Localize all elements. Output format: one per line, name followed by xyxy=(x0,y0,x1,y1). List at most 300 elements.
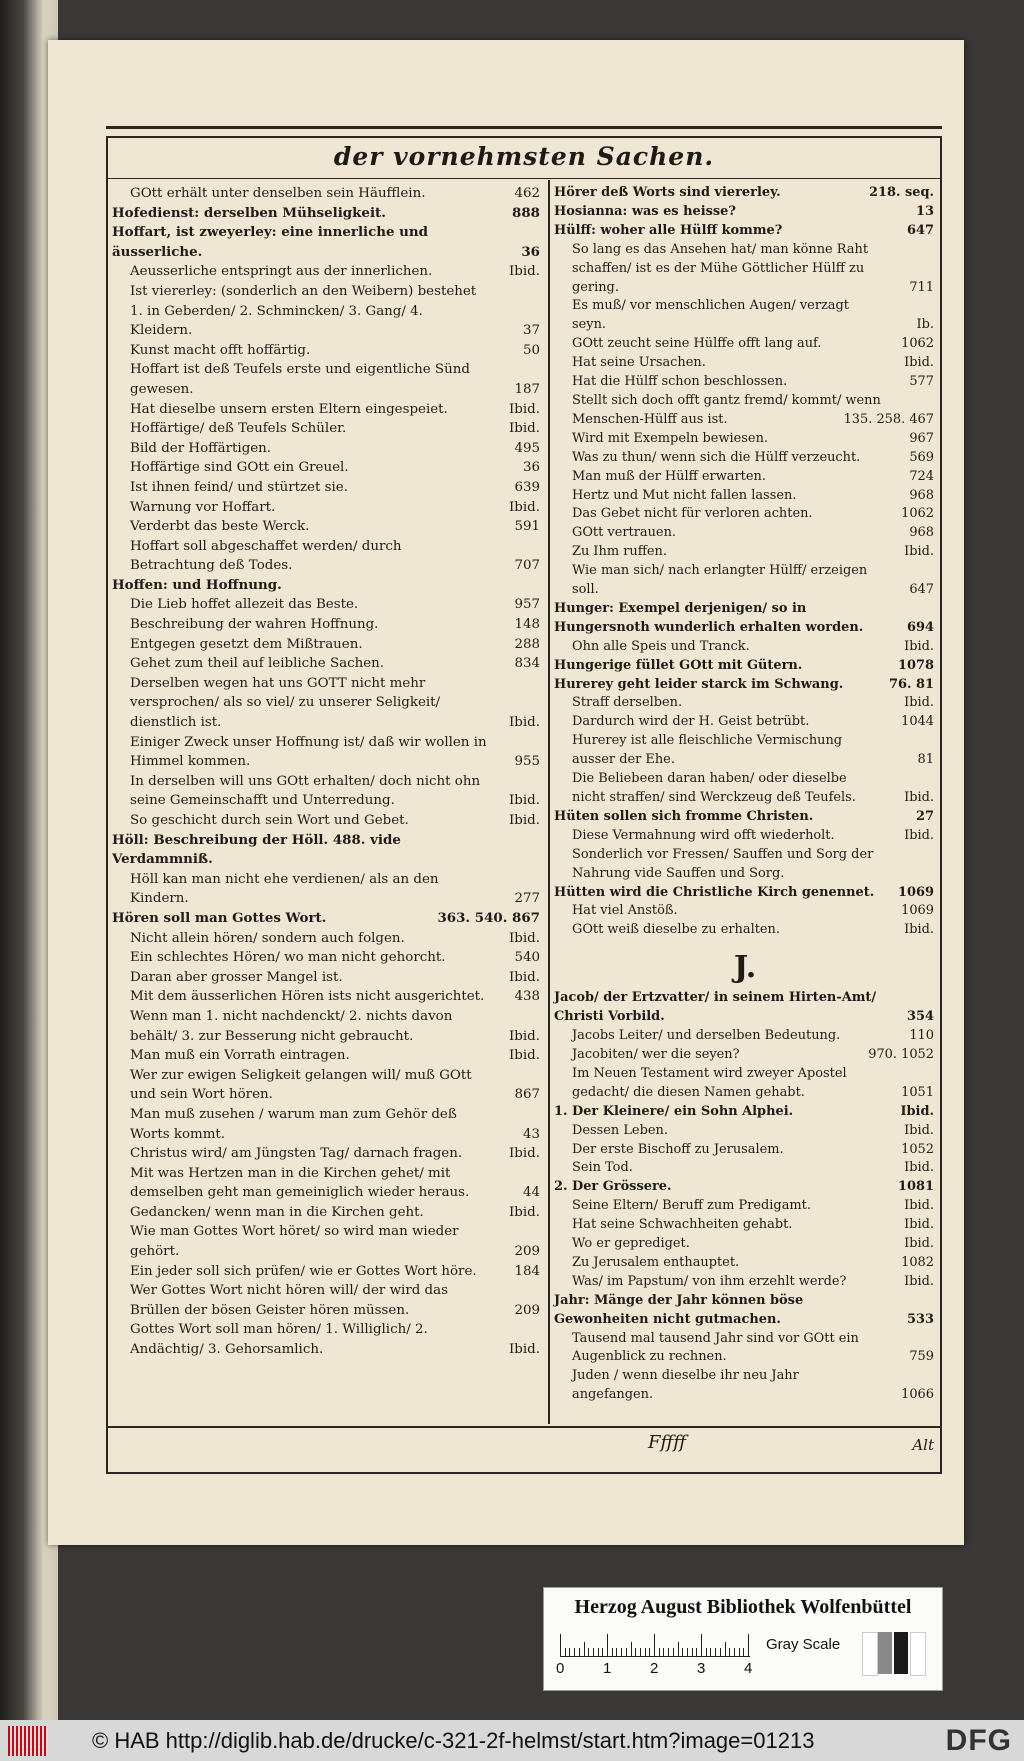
entry-page: 647 xyxy=(909,582,934,598)
entry-text: Bild der Hoffärtigen. xyxy=(130,440,272,456)
entry-page: 81 xyxy=(917,752,934,768)
index-entry xyxy=(112,929,542,949)
index-entry xyxy=(554,562,936,600)
index-entry xyxy=(112,478,542,498)
index-entry xyxy=(554,1103,936,1122)
entry-text: 2. Der Grössere. xyxy=(554,1179,672,1195)
entry-page: Ibid. xyxy=(904,544,934,560)
entry-page: 955 xyxy=(514,754,540,770)
index-entry xyxy=(554,846,936,884)
index-entry xyxy=(554,1273,936,1292)
index-entry xyxy=(554,1141,936,1160)
index-entry xyxy=(554,1367,936,1405)
entry-page: 209 xyxy=(514,1302,540,1318)
index-entry xyxy=(112,223,542,262)
entry-page: Ibid. xyxy=(904,695,934,711)
index-entry xyxy=(112,987,542,1007)
entry-page: Ibid. xyxy=(509,499,540,515)
text-frame xyxy=(106,136,942,1474)
index-entry xyxy=(554,989,936,1027)
entry-text: Das Gebet nicht für verloren achten. xyxy=(572,506,813,522)
index-entry xyxy=(112,1281,542,1320)
entry-text: Zu Ihm ruffen. xyxy=(572,544,667,560)
entry-text: 1. Der Kleinere/ ein Sohn Alphei. xyxy=(554,1103,794,1119)
entry-text: In derselben will uns GOtt erhalten/ doch nicht ohn seine Gemeinschafft und Unterredung. xyxy=(130,773,481,809)
entry-text: Mit was Hertzen man in die Kirchen gehet/ mit demselben geht man gemeiniglich wieder heraus. xyxy=(130,1165,470,1201)
entry-text: Stellt sich doch offt gantz fremd/ kommt/ wenn Menschen-Hülff aus ist. xyxy=(572,392,881,427)
entry-page: 1051 xyxy=(901,1084,934,1100)
section-letter: J. xyxy=(733,950,757,986)
index-entry xyxy=(112,909,542,929)
entry-text: GOtt weiß dieselbe zu erhalten. xyxy=(572,922,780,938)
entry-page: 277 xyxy=(514,891,540,907)
entry-text: Hofedienst: derselben Mühseligkeit. xyxy=(112,204,386,221)
entry-text: Jacob/ der Ertzvatter/ in seinem Hirten-Amt/ Christi Vorbild. xyxy=(554,990,877,1025)
entry-text: Wer Gottes Wort nicht hören will/ der wird das Brüllen der bösen Geister hören müssen. xyxy=(130,1283,448,1318)
scale-tick xyxy=(668,1648,669,1656)
right-column xyxy=(554,184,936,1405)
scale-tick xyxy=(720,1648,721,1656)
entry-text: Ohn alle Speis und Tranck. xyxy=(572,638,750,654)
entry-page: Ibid. xyxy=(904,638,934,654)
scale-tick xyxy=(654,1634,655,1656)
scale-tick xyxy=(574,1648,575,1656)
entry-text: Hörer deß Worts sind viererley. xyxy=(554,185,781,200)
entry-text: Man muß der Hülff erwarten. xyxy=(572,468,766,484)
gray-swatch xyxy=(894,1632,908,1674)
index-entry xyxy=(554,694,936,713)
entry-page: 1081 xyxy=(898,1179,934,1195)
scale-tick xyxy=(612,1648,613,1656)
entry-page: 694 xyxy=(907,619,934,635)
entry-page: 218. seq. xyxy=(868,185,934,200)
entry-page: 888 xyxy=(512,204,540,221)
entry-text: Hat seine Schwachheiten gehabt. xyxy=(572,1217,793,1233)
entry-text: Jacobiten/ wer die seyen? xyxy=(572,1046,740,1062)
entry-text: Verderbt das beste Werck. xyxy=(130,519,310,535)
entry-text: Es muß/ vor menschlichen Augen/ verzagt seyn. xyxy=(572,298,849,333)
scale-tick xyxy=(635,1648,636,1656)
index-entry xyxy=(554,1065,936,1103)
index-entry xyxy=(554,335,936,354)
entry-page: 707 xyxy=(514,558,540,574)
entry-page: 569 xyxy=(909,449,934,465)
scale-tick xyxy=(715,1648,716,1656)
index-entry xyxy=(554,505,936,524)
entry-page: 13 xyxy=(916,203,934,219)
entry-page: Ibid. xyxy=(509,1048,540,1064)
entry-text: Man muß zusehen / warum man zum Gehör deß Worts kommt. xyxy=(130,1106,457,1142)
index-entry xyxy=(554,354,936,373)
index-entry xyxy=(112,1203,542,1223)
entry-text: Hoffart ist deß Teufels erste und eigentliche Sünd gewesen. xyxy=(130,362,470,397)
index-entry xyxy=(112,458,542,478)
entry-text: Hat die Hülff schon beschlossen. xyxy=(572,374,788,390)
entry-page: 834 xyxy=(514,656,540,672)
scale-number: 4 xyxy=(744,1660,753,1677)
scale-tick xyxy=(734,1648,735,1656)
scale-tick xyxy=(673,1648,674,1656)
index-entry xyxy=(112,262,542,282)
index-entry xyxy=(554,203,936,222)
index-entry xyxy=(554,241,936,298)
measurement-scale xyxy=(560,1632,750,1657)
entry-page: 1069 xyxy=(898,884,934,900)
scale-tick xyxy=(729,1648,730,1656)
entry-page: Ibid. xyxy=(904,1236,934,1252)
index-entry xyxy=(554,884,936,903)
entry-text: Hat dieselbe unsern ersten Eltern eingespeiet. xyxy=(130,401,448,417)
entry-page: 1062 xyxy=(901,506,934,522)
index-entry xyxy=(112,1164,542,1203)
entry-text: Hoffart soll abgeschaffet werden/ durch Betrachtung deß Todes. xyxy=(130,538,402,574)
entry-page: 577 xyxy=(909,374,934,390)
index-entry xyxy=(554,430,936,449)
entry-text: Entgegen gesetzt dem Mißtrauen. xyxy=(130,636,363,652)
entry-text: Man muß ein Vorrath eintragen. xyxy=(130,1048,350,1064)
entry-text: Ein schlechtes Hören/ wo man nicht gehorcht. xyxy=(130,950,446,966)
entry-text: Wenn man 1. nicht nachdenckt/ 2. nichts davon behält/ 3. zur Besserung nicht gebraucht. xyxy=(130,1008,453,1044)
scale-tick xyxy=(649,1648,650,1656)
entry-page: 970. 1052 xyxy=(868,1046,934,1062)
entry-text: Gehet zum theil auf leibliche Sachen. xyxy=(130,656,385,672)
entry-text: Straff derselben. xyxy=(572,695,683,711)
entry-page: Ibid. xyxy=(904,1273,934,1289)
entry-text: GOtt zeucht seine Hülffe offt lang auf. xyxy=(572,336,822,352)
index-entry xyxy=(554,657,936,676)
index-entry xyxy=(112,1105,542,1144)
scale-number: 2 xyxy=(650,1660,659,1677)
entry-text: Daran aber grosser Mangel ist. xyxy=(130,969,343,985)
entry-text: GOtt erhält unter denselben sein Häufflein. xyxy=(130,186,426,201)
entry-page: Ibid. xyxy=(509,930,540,946)
scale-tick xyxy=(739,1648,740,1656)
index-entry xyxy=(112,733,542,772)
entry-text: Höll: Beschreibung der Höll. 488. vide Verdammniß. xyxy=(112,831,401,868)
entry-text: Ist viererley: (sonderlich an den Weibern) bestehet 1. in Geberden/ 2. Schmincken/ 3. Gang/ 4. Kleidern. xyxy=(130,283,477,339)
index-entry xyxy=(554,222,936,241)
entry-text: Dardurch wird der H. Geist betrübt. xyxy=(572,714,810,730)
scale-tick xyxy=(602,1648,603,1656)
index-entry xyxy=(554,1292,936,1330)
index-entry xyxy=(112,341,542,361)
index-entry xyxy=(112,635,542,655)
entry-text: Gedancken/ wenn man in die Kirchen geht. xyxy=(130,1204,424,1220)
index-entry xyxy=(554,297,936,335)
entry-page: 36 xyxy=(521,243,540,260)
scale-tick xyxy=(593,1648,594,1656)
entry-text: Wo er geprediget. xyxy=(572,1236,690,1252)
entry-text: Hoffärtige sind GOtt ein Greuel. xyxy=(130,460,349,476)
entry-page: Ibid. xyxy=(509,715,540,731)
entry-text: Hat seine Ursachen. xyxy=(572,355,706,371)
entry-page: 37 xyxy=(522,323,540,339)
entry-page: Ibid. xyxy=(904,1217,934,1233)
catchword: Alt xyxy=(912,1436,934,1454)
index-entry xyxy=(112,654,542,674)
library-name: Herzog August Bibliothek Wolfenbüttel xyxy=(574,1596,912,1618)
index-entry xyxy=(112,1007,542,1046)
entry-text: Was zu thun/ wenn sich die Hülff verzeucht. xyxy=(572,449,861,465)
entry-page: 135. 258. 467 xyxy=(843,411,934,427)
entry-text: So geschicht durch sein Wort und Gebet. xyxy=(130,813,409,828)
entry-page: Ibid. xyxy=(509,813,540,828)
index-entry xyxy=(554,487,936,506)
left-column xyxy=(112,184,542,1360)
entry-page: 462 xyxy=(514,186,540,201)
entry-page: Ibid. xyxy=(904,922,934,938)
index-entry xyxy=(112,811,542,831)
entry-page: Ibid. xyxy=(509,264,540,280)
entry-text: Hoffart, ist zweyerley: eine innerliche und äusserliche. xyxy=(112,224,429,260)
gray-scale-label: Gray Scale xyxy=(766,1636,841,1653)
entry-page: 209 xyxy=(514,1244,540,1260)
index-entry xyxy=(554,373,936,392)
entry-page: Ibid. xyxy=(904,1160,934,1176)
entry-text: Seine Eltern/ Beruff zum Predigamt. xyxy=(572,1198,811,1214)
entry-text: Hüten sollen sich fromme Christen. xyxy=(554,808,814,824)
index-entry xyxy=(554,1216,936,1235)
entry-page: 187 xyxy=(514,381,540,397)
entry-page: 711 xyxy=(909,279,934,295)
scale-tick xyxy=(565,1648,566,1656)
entry-text: Hören soll man Gottes Wort. xyxy=(112,909,327,926)
book-page xyxy=(48,40,964,1545)
entry-page: Ibid. xyxy=(904,1122,934,1138)
entry-page: 1066 xyxy=(901,1387,934,1403)
entry-text: Zu Jerusalem enthauptet. xyxy=(572,1254,740,1270)
entry-page: Ibid. xyxy=(904,790,934,805)
entry-text: Hunger: Exempel derjenigen/ so in Hungersnoth wunderlich erhalten worden. xyxy=(554,600,864,635)
entry-text: Diese Vermahnung wird offt wiederholt. xyxy=(572,827,835,843)
scale-tick xyxy=(626,1648,627,1656)
entry-page: 759 xyxy=(909,1349,934,1365)
entry-text: Gottes Wort soll man hören/ 1. Williglich/ 2. Andächtig/ 3. Gehorsamlich. xyxy=(130,1322,428,1358)
index-entry xyxy=(112,831,542,870)
index-entry xyxy=(554,921,936,940)
entry-page: 1082 xyxy=(901,1254,934,1270)
index-entry xyxy=(554,1178,936,1197)
index-entry xyxy=(554,1330,936,1368)
index-entry xyxy=(112,1320,542,1359)
dfg-logo: DFG xyxy=(945,1724,1012,1757)
entry-text: GOtt vertrauen. xyxy=(572,525,677,541)
index-entry xyxy=(554,713,936,732)
scale-tick xyxy=(710,1648,711,1656)
entry-text: Hurerey ist alle fleischliche Vermischung ausser der Ehe. xyxy=(572,733,843,768)
scale-tick xyxy=(631,1642,632,1656)
entry-text: Sein Tod. xyxy=(572,1160,633,1176)
scale-tick xyxy=(598,1648,599,1656)
scale-tick xyxy=(663,1648,664,1656)
entry-text: Die Beliebeen daran haben/ oder dieselbe nicht straffen/ sind Werckzeug deß Teufels. xyxy=(572,771,856,805)
index-entry xyxy=(112,1046,542,1066)
scale-number: 3 xyxy=(697,1660,706,1677)
scale-tick xyxy=(645,1648,646,1656)
scale-tick xyxy=(616,1648,617,1656)
running-header: der vornehmsten Sachen. xyxy=(333,142,715,171)
entry-page: Ibid. xyxy=(509,421,540,437)
index-entry xyxy=(112,204,542,224)
index-entry xyxy=(554,770,936,808)
index-entry xyxy=(554,1046,936,1065)
index-entry xyxy=(112,439,542,459)
index-entry xyxy=(554,902,936,921)
column-divider xyxy=(548,180,550,1424)
scale-tick xyxy=(701,1634,702,1656)
entry-text: Beschreibung der wahren Hoffnung. xyxy=(130,617,379,633)
entry-page: 540 xyxy=(514,950,540,966)
index-entry xyxy=(112,948,542,968)
entry-text: Ein jeder soll sich prüfen/ wie er Gottes Wort höre. xyxy=(130,1263,477,1279)
index-entry xyxy=(554,449,936,468)
entry-page: 288 xyxy=(514,636,540,652)
signature-mark: Fffff xyxy=(648,1432,686,1453)
scale-tick xyxy=(748,1634,749,1656)
entry-page: 148 xyxy=(514,617,540,633)
index-entry xyxy=(554,732,936,770)
entry-page: 50 xyxy=(522,342,540,358)
entry-page: 495 xyxy=(514,440,540,456)
entry-page: 76. 81 xyxy=(889,676,934,692)
scale-tick xyxy=(706,1648,707,1656)
index-entry xyxy=(554,808,936,827)
scale-tick xyxy=(678,1642,679,1656)
entry-text: Hülff: woher alle Hülff komme? xyxy=(554,222,783,238)
entry-page: 639 xyxy=(514,479,540,495)
entry-page: 1052 xyxy=(901,1141,934,1157)
entry-page: 438 xyxy=(514,989,540,1005)
entry-text: Christus wird/ am Jüngsten Tag/ darnach fragen. xyxy=(130,1146,463,1162)
entry-text: Hurerey geht leider starck im Schwang. xyxy=(554,676,844,692)
index-entry xyxy=(554,827,936,846)
entry-page: 533 xyxy=(907,1311,934,1327)
gray-swatch xyxy=(862,1632,878,1676)
index-entry xyxy=(112,400,542,420)
index-entry xyxy=(112,576,542,596)
entry-text: Wer zur ewigen Seligkeit gelangen will/ muß GOtt und sein Wort hören. xyxy=(130,1067,472,1103)
index-entry xyxy=(554,392,936,430)
index-entry xyxy=(554,1122,936,1141)
entry-text: Sonderlich vor Fressen/ Sauffen und Sorg der Nahrung vide Sauffen und Sorg. xyxy=(572,846,874,881)
entry-text: Hoffärtige/ deß Teufels Schüler. xyxy=(130,421,347,437)
entry-page: Ibid. xyxy=(904,827,934,843)
entry-text: Warnung vor Hoffart. xyxy=(130,499,276,515)
entry-text: Hertz und Mut nicht fallen lassen. xyxy=(572,487,797,503)
index-entry xyxy=(112,968,542,988)
entry-page: 1069 xyxy=(901,903,934,919)
scale-tick xyxy=(640,1648,641,1656)
index-entry xyxy=(112,517,542,537)
entry-page: 43 xyxy=(522,1126,540,1142)
entry-text: Wie man sich/ nach erlangter Hülff/ erzeigen soll. xyxy=(572,563,868,598)
entry-text: Was/ im Papstum/ von ihm erzehlt werde? xyxy=(572,1273,847,1289)
entry-page: 27 xyxy=(916,808,934,824)
entry-page: Ibid. xyxy=(509,1028,540,1044)
index-entry xyxy=(112,870,542,909)
entry-page: 1062 xyxy=(901,336,934,352)
entry-text: Hungerige füllet GOtt mit Gütern. xyxy=(554,657,803,673)
scale-tick xyxy=(584,1642,585,1656)
entry-page: 354 xyxy=(907,1009,934,1025)
gray-swatch xyxy=(878,1632,892,1674)
footer-rule xyxy=(108,1426,940,1428)
entry-text: Höll kan man nicht ehe verdienen/ als an den Kindern. xyxy=(130,871,439,907)
entry-text: Derselben wegen hat uns GOTT nicht mehr versprochen/ als so viel/ zu unserer Seligkeit/ dienstlich ist. xyxy=(130,675,441,731)
entry-text: Nicht allein hören/ sondern auch folgen. xyxy=(130,930,405,946)
entry-text: Tausend mal tausend Jahr sind vor GOtt ein Augenblick zu rechnen. xyxy=(572,1330,859,1365)
scale-tick xyxy=(588,1648,589,1656)
index-entry xyxy=(554,524,936,543)
index-entry xyxy=(112,419,542,439)
entry-text: Jahr: Mänge der Jahr können böse Gewonheiten nicht gutmachen. xyxy=(554,1292,804,1327)
entry-page: Ib. xyxy=(916,317,934,333)
scale-tick xyxy=(687,1648,688,1656)
index-entry xyxy=(112,1262,542,1282)
scale-number: 0 xyxy=(556,1660,565,1677)
scale-tick xyxy=(725,1642,726,1656)
index-entry xyxy=(112,498,542,518)
entry-text: Der erste Bischoff zu Jerusalem. xyxy=(572,1141,784,1157)
entry-page: Ibid. xyxy=(904,1198,934,1214)
scale-tick xyxy=(621,1648,622,1656)
entry-text: Wird mit Exempeln bewiesen. xyxy=(572,430,768,446)
entry-text: Juden / wenn dieselbe ihr neu Jahr angefangen. xyxy=(572,1368,799,1403)
hab-logo-icon xyxy=(8,1726,48,1756)
entry-page: Ibid. xyxy=(509,1146,540,1162)
entry-text: Hütten wird die Christliche Kirch genennet. xyxy=(554,884,875,900)
index-entry xyxy=(554,1159,936,1178)
scale-tick xyxy=(659,1648,660,1656)
scale-tick xyxy=(696,1648,697,1656)
copyright-url[interactable]: © HAB http://diglib.hab.de/drucke/c-321-2f-helmst/start.htm?image=01213 xyxy=(92,1728,815,1753)
entry-text: Kunst macht offt hoffärtig. xyxy=(130,342,311,358)
index-entry xyxy=(112,537,542,576)
index-entry xyxy=(554,1197,936,1216)
scale-tick xyxy=(607,1634,608,1656)
index-entry xyxy=(112,360,542,399)
index-entry xyxy=(554,1254,936,1273)
entry-text: Im Neuen Testament wird zweyer Apostel gedacht/ die diesen Namen gehabt. xyxy=(572,1065,847,1100)
entry-text: Einiger Zweck unser Hoffnung ist/ daß wir wollen in Himmel kommen. xyxy=(130,734,487,770)
scale-tick xyxy=(692,1648,693,1656)
entry-text: Wie man Gottes Wort höret/ so wird man wieder gehört. xyxy=(130,1224,459,1260)
entry-page: 1044 xyxy=(901,714,934,730)
entry-page: Ibid. xyxy=(509,401,540,417)
index-entry xyxy=(554,184,936,203)
index-entry xyxy=(112,184,542,204)
index-entry xyxy=(112,1066,542,1105)
entry-text: Dessen Leben. xyxy=(572,1122,668,1138)
index-entry xyxy=(554,1027,936,1046)
entry-page: 957 xyxy=(514,597,540,613)
entry-page: 36 xyxy=(522,460,540,476)
entry-text: Jacobs Leiter/ und derselben Bedeutung. xyxy=(572,1028,841,1044)
entry-page: 647 xyxy=(907,222,934,238)
index-entry xyxy=(112,595,542,615)
scale-tick xyxy=(743,1648,744,1656)
scale-tick xyxy=(682,1648,683,1656)
index-entry xyxy=(112,1144,542,1164)
entry-page: Ibid. xyxy=(509,1204,540,1220)
entry-page: 724 xyxy=(909,468,934,484)
index-entry xyxy=(112,1222,542,1261)
index-entry xyxy=(554,638,936,657)
entry-page: 591 xyxy=(514,519,540,535)
entry-page: Ibid. xyxy=(904,355,934,371)
entry-text: Hat viel Anstöß. xyxy=(572,903,678,919)
entry-page: 967 xyxy=(909,430,934,446)
